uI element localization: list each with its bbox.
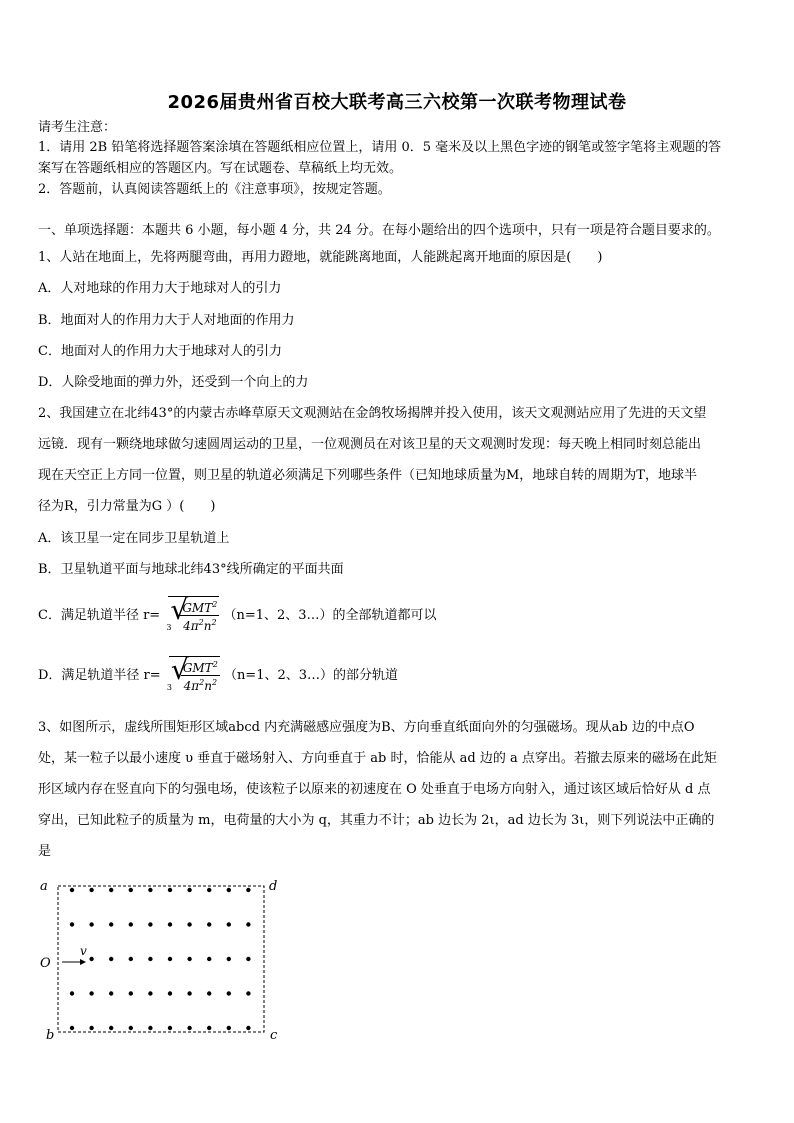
question-1-option-a: A．人对地球的作用力大于地球对人的引力 bbox=[38, 281, 282, 296]
numerator-exponent: 2 bbox=[212, 660, 218, 669]
question-2-stem-line-2: 远镜．现有一颗绕地球做匀速圆周运动的卫星，一位观测员在对该卫星的天文观测时发现：每天晚上相同时刻总能出 bbox=[38, 437, 702, 452]
field-dot bbox=[168, 1026, 172, 1030]
denominator-exponent-1: 2 bbox=[199, 678, 205, 687]
field-dot bbox=[246, 888, 250, 892]
field-dot bbox=[207, 957, 211, 961]
root-index: 3 bbox=[166, 623, 172, 632]
formula-numerator: GMT bbox=[182, 661, 213, 675]
field-dot bbox=[129, 922, 133, 926]
field-dot bbox=[168, 922, 172, 926]
question-1-option-c: C．地面对人的作用力大于地球对人的引力 bbox=[38, 344, 282, 359]
field-dot bbox=[89, 888, 93, 892]
notice-heading: 请考生注意： bbox=[38, 120, 117, 135]
field-dot bbox=[246, 1026, 250, 1030]
question-2-stem-line-4: 径为R，引力常量为G ）( ) bbox=[38, 499, 216, 514]
velocity-label-v: v bbox=[80, 944, 87, 958]
velocity-arrow-head bbox=[80, 959, 86, 965]
cube-root-formula bbox=[166, 653, 220, 695]
notice-item-1-line-2: 案写在答题纸相应的答题区内。写在试题卷、草稿纸上均无效。 bbox=[38, 161, 403, 176]
corner-label-a: a bbox=[40, 879, 48, 894]
field-dot bbox=[70, 922, 74, 926]
field-dot bbox=[168, 888, 172, 892]
page-title: 2026届贵州省百校大联考高三六校第一次联考物理试卷 bbox=[167, 92, 627, 113]
question-3-stem-line-4: 穿出，已知此粒子的质量为 m，电荷量的大小为 q，其重力不计；ab 边长为 2ι，ad 边长为 3ι，则下列说法中正确的 bbox=[38, 813, 715, 828]
field-dot bbox=[187, 1026, 191, 1030]
point-label-o: O bbox=[40, 956, 51, 971]
question-1-option-b: B．地面对人的作用力大于人对地面的作用力 bbox=[38, 313, 295, 328]
field-dot bbox=[148, 957, 152, 961]
field-dot bbox=[148, 991, 152, 995]
denominator-exponent-2: 2 bbox=[211, 678, 218, 687]
field-dot bbox=[109, 991, 113, 995]
corner-label-c: c bbox=[270, 1028, 278, 1043]
question-2-option-b: B．卫星轨道平面与地球北纬43°线所确定的平面共面 bbox=[38, 562, 344, 577]
field-dots bbox=[70, 888, 251, 1030]
notice-item-1-line-1: 1．请用 2B 铅笔将选择题答案涂填在答题纸相应位置上，请用 0．5 毫米及以上黑色字迹的钢笔或签字笔将主观题的答 bbox=[38, 140, 722, 155]
numerator-exponent: 2 bbox=[212, 600, 218, 609]
notice-item-2: 2．答题前，认真阅读答题纸上的《注意事项》，按规定答题。 bbox=[38, 182, 391, 197]
field-dot bbox=[70, 1026, 74, 1030]
field-dot bbox=[148, 1026, 152, 1030]
denominator-exponent-1: 2 bbox=[198, 618, 204, 627]
corner-label-d: d bbox=[269, 879, 278, 894]
option-d-prefix: D．满足轨道半径 r= bbox=[38, 668, 161, 683]
field-dot bbox=[70, 991, 74, 995]
radical-sign: √ bbox=[170, 593, 189, 626]
field-dot bbox=[227, 991, 231, 995]
field-dot bbox=[246, 991, 250, 995]
formula-numerator: GMT bbox=[182, 601, 213, 615]
field-dot bbox=[129, 1026, 133, 1030]
question-2-option-d bbox=[38, 653, 760, 696]
field-dot bbox=[246, 957, 250, 961]
formula-denominator: 4π bbox=[183, 619, 199, 633]
field-dot bbox=[168, 991, 172, 995]
field-dot bbox=[148, 922, 152, 926]
option-c-prefix: C．满足轨道半径 r= bbox=[38, 608, 161, 623]
field-dot bbox=[246, 922, 250, 926]
field-dot bbox=[109, 922, 113, 926]
root-index: 3 bbox=[166, 683, 172, 692]
question-2-stem-line-3: 现在天空正上方同一位置，则卫星的轨道必须满足下列哪些条件（已知地球质量为M，地球自转的周期为T，地球半 bbox=[38, 468, 697, 483]
field-dot bbox=[109, 888, 113, 892]
option-d-suffix: （n=1、2、3…）的部分轨道 bbox=[223, 668, 399, 683]
field-dot bbox=[227, 957, 231, 961]
field-dot bbox=[109, 957, 113, 961]
question-3-stem-line-2: 处，某一粒子以最小速度 υ 垂直于磁场射入、方向垂直于 ab 时，恰能从 ad 边的 a 点穿出。若撤去原来的磁场在此矩 bbox=[38, 751, 717, 766]
field-dot bbox=[187, 957, 191, 961]
field-dot bbox=[207, 888, 211, 892]
field-dot bbox=[187, 922, 191, 926]
question-2-option-a: A．该卫星一定在同步卫星轨道上 bbox=[38, 531, 230, 546]
denominator-n: n bbox=[204, 679, 212, 693]
field-dot bbox=[89, 1026, 93, 1030]
field-dot bbox=[207, 991, 211, 995]
field-dot bbox=[227, 888, 231, 892]
field-dot bbox=[109, 1026, 113, 1030]
formula-denominator: 4π bbox=[183, 679, 200, 693]
section-heading: 一、单项选择题：本题共 6 小题，每小题 4 分，共 24 分。在每小题给出的四个选项中，只有一项是符合题目要求的。 bbox=[38, 223, 720, 238]
dashed-region-boundary bbox=[58, 886, 264, 1032]
field-dot bbox=[187, 991, 191, 995]
field-dot bbox=[227, 1026, 231, 1030]
question-3-stem-line-3: 形区域内存在竖直向下的匀强电场，使该粒子以原来的初速度在 O 处垂直于电场方向射入，通过该区域后恰好从 d 点 bbox=[38, 782, 711, 797]
question-3-stem-line-5: 是 bbox=[38, 844, 52, 859]
field-dot bbox=[70, 888, 74, 892]
field-dot bbox=[129, 957, 133, 961]
field-dot bbox=[129, 888, 133, 892]
field-dot bbox=[89, 957, 93, 961]
option-c-suffix: （n=1、2、3…）的全部轨道都可以 bbox=[223, 608, 437, 623]
corner-label-b: b bbox=[46, 1028, 55, 1043]
field-dot bbox=[89, 991, 93, 995]
question-2-stem-line-1: 2、我国建立在北纬43°的内蒙古赤峰草原天文观测站在金鸽牧场揭牌并投入使用，该天文观测站应用了先进的天文望 bbox=[38, 406, 707, 421]
field-dot bbox=[89, 922, 93, 926]
question-3-stem-line-1: 3、如图所示，虚线所围矩形区域abcd 内充满磁感应强度为B、方向垂直纸面向外的匀强磁场。现从ab 边的中点O bbox=[38, 720, 695, 735]
cube-root-formula bbox=[166, 593, 219, 635]
question-1-option-d: D．人除受地面的弹力外，还受到一个向上的力 bbox=[38, 375, 309, 390]
field-dot bbox=[207, 1026, 211, 1030]
question-2-option-c bbox=[38, 593, 760, 636]
field-dot bbox=[187, 888, 191, 892]
denominator-n: n bbox=[203, 619, 212, 633]
field-dot bbox=[227, 922, 231, 926]
magnetic-field-figure bbox=[36, 874, 296, 1044]
field-dot bbox=[148, 888, 152, 892]
question-1-stem: 1、人站在地面上，先将两腿弯曲，再用力蹬地，就能跳离地面，人能跳起离开地面的原因是( ) bbox=[38, 250, 603, 265]
radical-sign: √ bbox=[170, 653, 189, 686]
field-dot bbox=[207, 922, 211, 926]
field-dot bbox=[168, 957, 172, 961]
field-dot bbox=[129, 991, 133, 995]
denominator-exponent-2: 2 bbox=[211, 618, 217, 627]
